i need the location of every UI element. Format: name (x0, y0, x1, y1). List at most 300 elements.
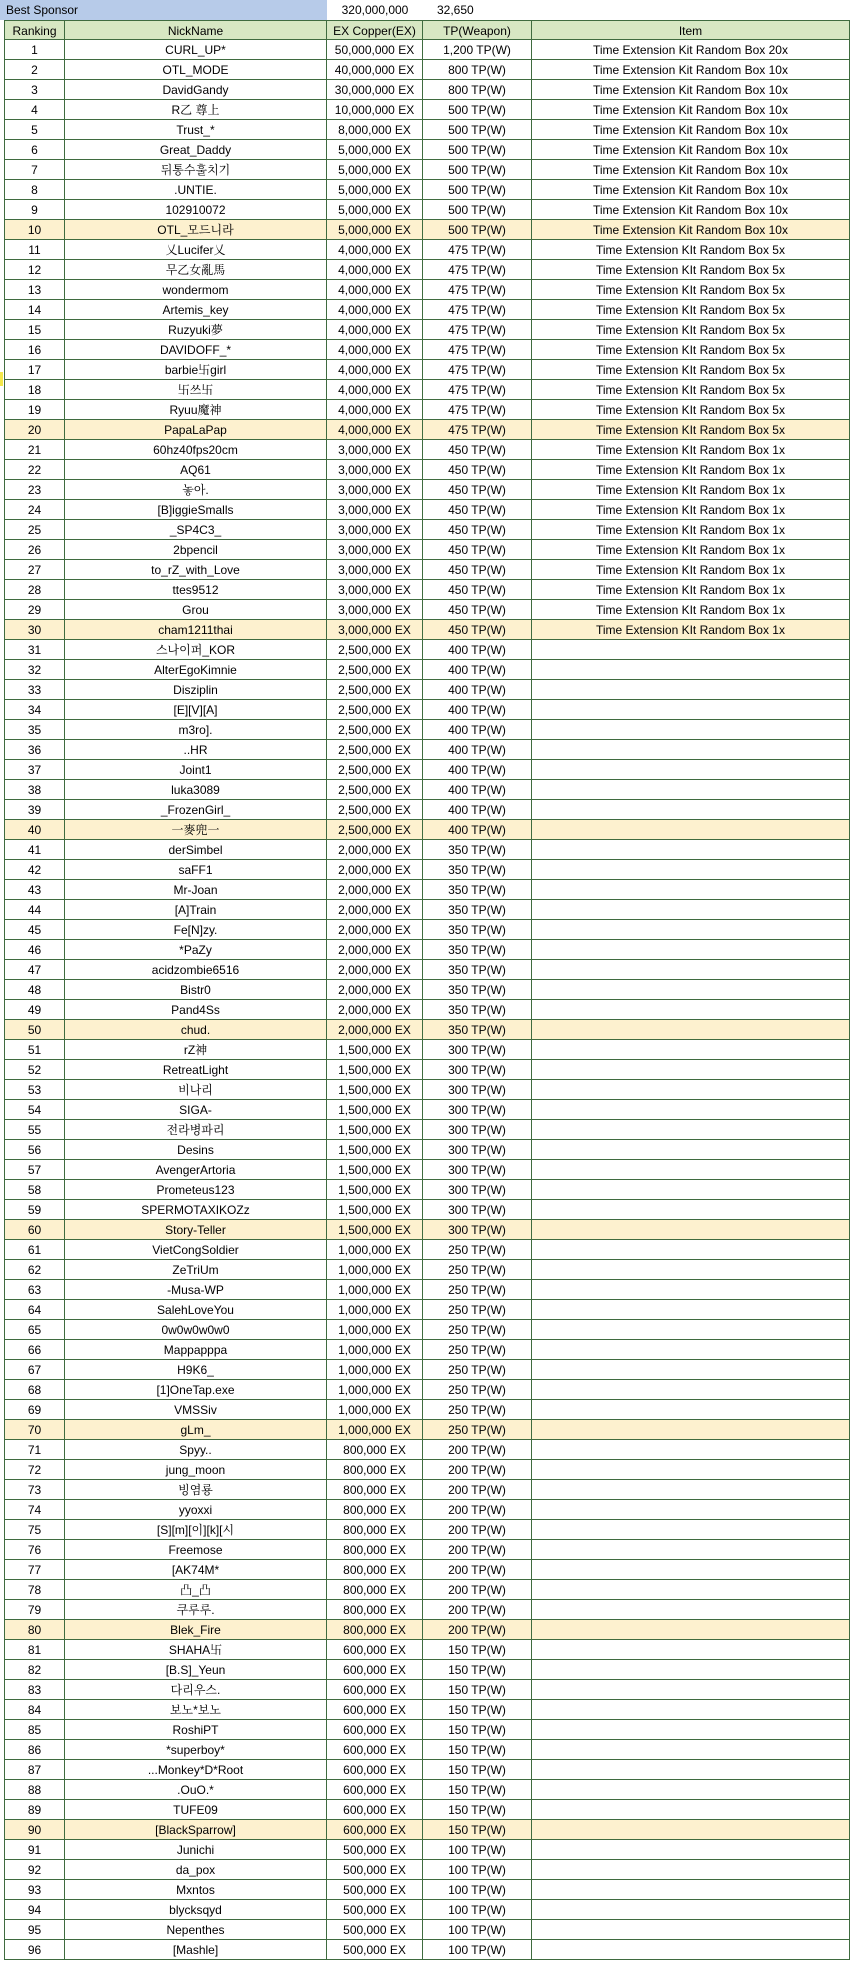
cell-item[interactable] (532, 1080, 850, 1100)
cell-ex-copper[interactable]: 800,000 EX (327, 1580, 423, 1600)
cell-nickname[interactable]: [BlackSparrow] (65, 1820, 327, 1840)
cell-ex-copper[interactable]: 2,000,000 EX (327, 840, 423, 860)
cell-nickname[interactable]: AvengerArtoria (65, 1160, 327, 1180)
cell-item[interactable] (532, 1360, 850, 1380)
cell-ex-copper[interactable]: 2,000,000 EX (327, 940, 423, 960)
cell-nickname[interactable]: *superboy* (65, 1740, 327, 1760)
cell-ranking[interactable]: 3 (4, 80, 65, 100)
cell-nickname[interactable]: DAVIDOFF_* (65, 340, 327, 360)
cell-tp-weapon[interactable]: 300 TP(W) (423, 1060, 532, 1080)
cell-ranking[interactable]: 82 (4, 1660, 65, 1680)
best-sponsor-label[interactable]: Best Sponsor (0, 0, 327, 20)
cell-tp-weapon[interactable]: 200 TP(W) (423, 1440, 532, 1460)
cell-ranking[interactable]: 6 (4, 140, 65, 160)
cell-tp-weapon[interactable]: 300 TP(W) (423, 1080, 532, 1100)
cell-ex-copper[interactable]: 600,000 EX (327, 1780, 423, 1800)
cell-ranking[interactable]: 48 (4, 980, 65, 1000)
cell-tp-weapon[interactable]: 500 TP(W) (423, 180, 532, 200)
cell-ranking[interactable]: 91 (4, 1840, 65, 1860)
cell-ex-copper[interactable]: 2,000,000 EX (327, 960, 423, 980)
cell-ranking[interactable]: 11 (4, 240, 65, 260)
cell-nickname[interactable]: 무乙女亂馬 (65, 260, 327, 280)
cell-tp-weapon[interactable]: 100 TP(W) (423, 1880, 532, 1900)
cell-tp-weapon[interactable]: 500 TP(W) (423, 160, 532, 180)
cell-ranking[interactable]: 8 (4, 180, 65, 200)
cell-nickname[interactable]: 乂Lucifer乂 (65, 240, 327, 260)
cell-ex-copper[interactable]: 1,500,000 EX (327, 1200, 423, 1220)
cell-ranking[interactable]: 44 (4, 900, 65, 920)
cell-ex-copper[interactable]: 1,000,000 EX (327, 1300, 423, 1320)
cell-ex-copper[interactable]: 4,000,000 EX (327, 380, 423, 400)
cell-nickname[interactable]: ttes9512 (65, 580, 327, 600)
cell-tp-weapon[interactable]: 200 TP(W) (423, 1600, 532, 1620)
cell-ranking[interactable]: 21 (4, 440, 65, 460)
cell-ex-copper[interactable]: 2,500,000 EX (327, 700, 423, 720)
cell-nickname[interactable]: [E][V][A] (65, 700, 327, 720)
cell-ranking[interactable]: 92 (4, 1860, 65, 1880)
cell-nickname[interactable]: 102910072 (65, 200, 327, 220)
cell-item[interactable] (532, 960, 850, 980)
cell-nickname[interactable]: Ruzyuki夢 (65, 320, 327, 340)
cell-item[interactable]: Time Extension KIt Random Box 5x (532, 420, 850, 440)
cell-tp-weapon[interactable]: 200 TP(W) (423, 1580, 532, 1600)
cell-ex-copper[interactable]: 4,000,000 EX (327, 260, 423, 280)
cell-ex-copper[interactable]: 1,000,000 EX (327, 1320, 423, 1340)
cell-ranking[interactable]: 78 (4, 1580, 65, 1600)
cell-nickname[interactable]: Junichi (65, 1840, 327, 1860)
cell-ranking[interactable]: 24 (4, 500, 65, 520)
cell-ranking[interactable]: 60 (4, 1220, 65, 1240)
cell-tp-weapon[interactable]: 100 TP(W) (423, 1860, 532, 1880)
cell-ranking[interactable]: 50 (4, 1020, 65, 1040)
cell-item[interactable]: Time Extension Kit Random Box 20x (532, 40, 850, 60)
cell-nickname[interactable]: 쿠루루. (65, 1600, 327, 1620)
cell-tp-weapon[interactable]: 475 TP(W) (423, 360, 532, 380)
cell-item[interactable] (532, 780, 850, 800)
cell-ex-copper[interactable]: 1,500,000 EX (327, 1040, 423, 1060)
cell-item[interactable]: Time Extension KIt Random Box 5x (532, 280, 850, 300)
cell-tp-weapon[interactable]: 400 TP(W) (423, 780, 532, 800)
cell-item[interactable] (532, 640, 850, 660)
cell-nickname[interactable]: 보노*보노 (65, 1700, 327, 1720)
cell-ranking[interactable]: 35 (4, 720, 65, 740)
cell-nickname[interactable]: 凸_凸 (65, 1580, 327, 1600)
cell-tp-weapon[interactable]: 200 TP(W) (423, 1540, 532, 1560)
cell-ranking[interactable]: 43 (4, 880, 65, 900)
cell-tp-weapon[interactable]: 450 TP(W) (423, 480, 532, 500)
cell-nickname[interactable]: 스나이퍼_KOR (65, 640, 327, 660)
cell-nickname[interactable]: [B.S]_Yeun (65, 1660, 327, 1680)
cell-ex-copper[interactable]: 800,000 EX (327, 1620, 423, 1640)
cell-ex-copper[interactable]: 5,000,000 EX (327, 220, 423, 240)
cell-ranking[interactable]: 4 (4, 100, 65, 120)
cell-item[interactable]: Time Extension KIt Random Box 1x (532, 520, 850, 540)
cell-tp-weapon[interactable]: 350 TP(W) (423, 960, 532, 980)
cell-nickname[interactable]: 빙염룡 (65, 1480, 327, 1500)
cell-item[interactable]: Time Extension KIt Random Box 1x (532, 560, 850, 580)
cell-ranking[interactable]: 70 (4, 1420, 65, 1440)
cell-tp-weapon[interactable]: 500 TP(W) (423, 220, 532, 240)
cell-item[interactable] (532, 1860, 850, 1880)
cell-item[interactable]: Time Extension KIt Random Box 1x (532, 540, 850, 560)
cell-ranking[interactable]: 33 (4, 680, 65, 700)
cell-ranking[interactable]: 83 (4, 1680, 65, 1700)
cell-nickname[interactable]: Desins (65, 1140, 327, 1160)
cell-item[interactable]: Time Extension KIt Random Box 5x (532, 320, 850, 340)
cell-ranking[interactable]: 66 (4, 1340, 65, 1360)
cell-ranking[interactable]: 16 (4, 340, 65, 360)
cell-tp-weapon[interactable]: 100 TP(W) (423, 1840, 532, 1860)
cell-ranking[interactable]: 34 (4, 700, 65, 720)
cell-item[interactable] (532, 1560, 850, 1580)
cell-nickname[interactable]: rZ神 (65, 1040, 327, 1060)
cell-nickname[interactable]: [B]iggieSmalls (65, 500, 327, 520)
cell-ex-copper[interactable]: 1,000,000 EX (327, 1420, 423, 1440)
cell-tp-weapon[interactable]: 200 TP(W) (423, 1480, 532, 1500)
cell-ranking[interactable]: 49 (4, 1000, 65, 1020)
cell-tp-weapon[interactable]: 150 TP(W) (423, 1640, 532, 1660)
cell-ranking[interactable]: 86 (4, 1740, 65, 1760)
cell-item[interactable]: Time Extension Kit Random Box 10x (532, 140, 850, 160)
cell-item[interactable] (532, 860, 850, 880)
cell-item[interactable] (532, 920, 850, 940)
cell-nickname[interactable]: [S][m][이][k][시 (65, 1520, 327, 1540)
cell-tp-weapon[interactable]: 350 TP(W) (423, 880, 532, 900)
cell-item[interactable] (532, 1020, 850, 1040)
cell-ranking[interactable]: 52 (4, 1060, 65, 1080)
cell-item[interactable] (532, 1600, 850, 1620)
cell-tp-weapon[interactable]: 400 TP(W) (423, 820, 532, 840)
cell-tp-weapon[interactable]: 500 TP(W) (423, 200, 532, 220)
cell-ex-copper[interactable]: 3,000,000 EX (327, 520, 423, 540)
cell-ex-copper[interactable]: 4,000,000 EX (327, 420, 423, 440)
cell-item[interactable] (532, 1120, 850, 1140)
cell-ranking[interactable]: 40 (4, 820, 65, 840)
cell-tp-weapon[interactable]: 400 TP(W) (423, 800, 532, 820)
cell-item[interactable] (532, 1780, 850, 1800)
cell-tp-weapon[interactable]: 450 TP(W) (423, 620, 532, 640)
cell-tp-weapon[interactable]: 250 TP(W) (423, 1420, 532, 1440)
cell-item[interactable]: Time Extension KIt Random Box 5x (532, 400, 850, 420)
cell-ex-copper[interactable]: 5,000,000 EX (327, 160, 423, 180)
cell-item[interactable] (532, 1800, 850, 1820)
cell-tp-weapon[interactable]: 475 TP(W) (423, 240, 532, 260)
cell-tp-weapon[interactable]: 250 TP(W) (423, 1260, 532, 1280)
cell-nickname[interactable]: ...Monkey*D*Root (65, 1760, 327, 1780)
cell-nickname[interactable]: RetreatLight (65, 1060, 327, 1080)
total-ex[interactable]: 320,000,000 (341, 3, 409, 17)
cell-item[interactable] (532, 1480, 850, 1500)
cell-ex-copper[interactable]: 1,000,000 EX (327, 1280, 423, 1300)
cell-item[interactable] (532, 1840, 850, 1860)
cell-item[interactable]: Time Extension KIt Random Box 5x (532, 300, 850, 320)
cell-ranking[interactable]: 95 (4, 1920, 65, 1940)
cell-nickname[interactable]: Freemose (65, 1540, 327, 1560)
cell-item[interactable] (532, 840, 850, 860)
cell-tp-weapon[interactable]: 350 TP(W) (423, 900, 532, 920)
cell-item[interactable] (532, 740, 850, 760)
cell-item[interactable]: Time Extension KIt Random Box 5x (532, 380, 850, 400)
cell-ex-copper[interactable]: 1,000,000 EX (327, 1400, 423, 1420)
cell-item[interactable] (532, 1540, 850, 1560)
cell-item[interactable] (532, 1320, 850, 1340)
cell-tp-weapon[interactable]: 250 TP(W) (423, 1380, 532, 1400)
cell-ex-copper[interactable]: 10,000,000 EX (327, 100, 423, 120)
cell-ex-copper[interactable]: 600,000 EX (327, 1820, 423, 1840)
cell-tp-weapon[interactable]: 350 TP(W) (423, 980, 532, 1000)
cell-nickname[interactable]: [A]Train (65, 900, 327, 920)
cell-item[interactable] (532, 1820, 850, 1840)
cell-nickname[interactable]: H9K6_ (65, 1360, 327, 1380)
cell-item[interactable] (532, 820, 850, 840)
cell-item[interactable]: Time Extension Kit Random Box 10x (532, 220, 850, 240)
cell-tp-weapon[interactable]: 400 TP(W) (423, 700, 532, 720)
cell-ranking[interactable]: 22 (4, 460, 65, 480)
cell-ex-copper[interactable]: 1,000,000 EX (327, 1360, 423, 1380)
cell-tp-weapon[interactable]: 450 TP(W) (423, 440, 532, 460)
cell-ex-copper[interactable]: 2,500,000 EX (327, 640, 423, 660)
cell-item[interactable]: Time Extension KIt Random Box 1x (532, 460, 850, 480)
cell-item[interactable] (532, 800, 850, 820)
cell-nickname[interactable]: da_pox (65, 1860, 327, 1880)
cell-item[interactable] (532, 1420, 850, 1440)
cell-item[interactable] (532, 1100, 850, 1120)
cell-nickname[interactable]: _SP4C3_ (65, 520, 327, 540)
cell-ex-copper[interactable]: 500,000 EX (327, 1860, 423, 1880)
cell-tp-weapon[interactable]: 300 TP(W) (423, 1180, 532, 1200)
cell-ranking[interactable]: 72 (4, 1460, 65, 1480)
cell-ranking[interactable]: 79 (4, 1600, 65, 1620)
cell-nickname[interactable]: Joint1 (65, 760, 327, 780)
cell-ranking[interactable]: 84 (4, 1700, 65, 1720)
cell-item[interactable] (532, 1260, 850, 1280)
cell-ex-copper[interactable]: 1,000,000 EX (327, 1340, 423, 1360)
cell-tp-weapon[interactable]: 400 TP(W) (423, 720, 532, 740)
cell-ex-copper[interactable]: 3,000,000 EX (327, 480, 423, 500)
cell-nickname[interactable]: derSimbel (65, 840, 327, 860)
cell-ranking[interactable]: 56 (4, 1140, 65, 1160)
cell-item[interactable] (532, 1140, 850, 1160)
cell-ranking[interactable]: 61 (4, 1240, 65, 1260)
cell-nickname[interactable]: barbie卐girl (65, 360, 327, 380)
cell-ranking[interactable]: 19 (4, 400, 65, 420)
cell-tp-weapon[interactable]: 475 TP(W) (423, 300, 532, 320)
cell-nickname[interactable]: Prometeus123 (65, 1180, 327, 1200)
cell-nickname[interactable]: Great_Daddy (65, 140, 327, 160)
cell-nickname[interactable]: .OuO.* (65, 1780, 327, 1800)
cell-tp-weapon[interactable]: 450 TP(W) (423, 600, 532, 620)
cell-ranking[interactable]: 27 (4, 560, 65, 580)
cell-item[interactable] (532, 1660, 850, 1680)
cell-ranking[interactable]: 46 (4, 940, 65, 960)
cell-ranking[interactable]: 73 (4, 1480, 65, 1500)
cell-ranking[interactable]: 26 (4, 540, 65, 560)
cell-ex-copper[interactable]: 4,000,000 EX (327, 240, 423, 260)
cell-ranking[interactable]: 77 (4, 1560, 65, 1580)
cell-ranking[interactable]: 37 (4, 760, 65, 780)
cell-nickname[interactable]: VMSSiv (65, 1400, 327, 1420)
cell-ex-copper[interactable]: 600,000 EX (327, 1700, 423, 1720)
cell-tp-weapon[interactable]: 475 TP(W) (423, 420, 532, 440)
cell-nickname[interactable]: [Mashle] (65, 1940, 327, 1960)
cell-nickname[interactable]: chud. (65, 1020, 327, 1040)
cell-item[interactable]: Time Extension Kit Random Box 10x (532, 200, 850, 220)
cell-ex-copper[interactable]: 3,000,000 EX (327, 600, 423, 620)
cell-ex-copper[interactable]: 4,000,000 EX (327, 340, 423, 360)
cell-ranking[interactable]: 1 (4, 40, 65, 60)
cell-nickname[interactable]: to_rZ_with_Love (65, 560, 327, 580)
cell-ex-copper[interactable]: 500,000 EX (327, 1880, 423, 1900)
cell-item[interactable]: Time Extension KIt Random Box 1x (532, 480, 850, 500)
cell-ex-copper[interactable]: 600,000 EX (327, 1680, 423, 1700)
cell-ex-copper[interactable]: 1,500,000 EX (327, 1080, 423, 1100)
cell-nickname[interactable]: [1]OneTap.exe (65, 1380, 327, 1400)
cell-item[interactable] (532, 1700, 850, 1720)
cell-item[interactable]: Time Extension Kit Random Box 10x (532, 120, 850, 140)
cell-ranking[interactable]: 71 (4, 1440, 65, 1460)
cell-tp-weapon[interactable]: 200 TP(W) (423, 1560, 532, 1580)
cell-ex-copper[interactable]: 4,000,000 EX (327, 280, 423, 300)
cell-ranking[interactable]: 10 (4, 220, 65, 240)
cell-tp-weapon[interactable]: 475 TP(W) (423, 340, 532, 360)
cell-item[interactable] (532, 1220, 850, 1240)
cell-tp-weapon[interactable]: 1,200 TP(W) (423, 40, 532, 60)
cell-ex-copper[interactable]: 1,000,000 EX (327, 1260, 423, 1280)
cell-ex-copper[interactable]: 1,500,000 EX (327, 1140, 423, 1160)
cell-nickname[interactable]: Blek_Fire (65, 1620, 327, 1640)
cell-nickname[interactable]: jung_moon (65, 1460, 327, 1480)
cell-ranking[interactable]: 63 (4, 1280, 65, 1300)
cell-tp-weapon[interactable]: 300 TP(W) (423, 1160, 532, 1180)
cell-tp-weapon[interactable]: 150 TP(W) (423, 1800, 532, 1820)
cell-item[interactable] (532, 1180, 850, 1200)
cell-nickname[interactable]: 뒤통수훌치기 (65, 160, 327, 180)
cell-ranking[interactable]: 9 (4, 200, 65, 220)
cell-ranking[interactable]: 47 (4, 960, 65, 980)
cell-item[interactable] (532, 880, 850, 900)
cell-tp-weapon[interactable]: 450 TP(W) (423, 580, 532, 600)
cell-ex-copper[interactable]: 2,000,000 EX (327, 860, 423, 880)
cell-tp-weapon[interactable]: 250 TP(W) (423, 1320, 532, 1340)
cell-ex-copper[interactable]: 2,500,000 EX (327, 720, 423, 740)
cell-nickname[interactable]: Nepenthes (65, 1920, 327, 1940)
cell-ranking[interactable]: 28 (4, 580, 65, 600)
cell-ex-copper[interactable]: 50,000,000 EX (327, 40, 423, 60)
cell-ranking[interactable]: 23 (4, 480, 65, 500)
cell-nickname[interactable]: m3ro]. (65, 720, 327, 740)
cell-nickname[interactable]: PapaLaPap (65, 420, 327, 440)
cell-nickname[interactable]: acidzombie6516 (65, 960, 327, 980)
cell-ex-copper[interactable]: 500,000 EX (327, 1940, 423, 1960)
cell-tp-weapon[interactable]: 475 TP(W) (423, 280, 532, 300)
cell-ex-copper[interactable]: 800,000 EX (327, 1560, 423, 1580)
cell-item[interactable] (532, 980, 850, 1000)
cell-ex-copper[interactable]: 4,000,000 EX (327, 400, 423, 420)
cell-nickname[interactable]: [AK74M* (65, 1560, 327, 1580)
cell-nickname[interactable]: 卐쓰卐 (65, 380, 327, 400)
cell-tp-weapon[interactable]: 400 TP(W) (423, 740, 532, 760)
cell-item[interactable] (532, 660, 850, 680)
cell-ranking[interactable]: 96 (4, 1940, 65, 1960)
cell-tp-weapon[interactable]: 350 TP(W) (423, 1020, 532, 1040)
cell-ranking[interactable]: 62 (4, 1260, 65, 1280)
cell-item[interactable] (532, 940, 850, 960)
cell-nickname[interactable]: TUFE09 (65, 1800, 327, 1820)
cell-ranking[interactable]: 53 (4, 1080, 65, 1100)
cell-ex-copper[interactable]: 8,000,000 EX (327, 120, 423, 140)
cell-ex-copper[interactable]: 30,000,000 EX (327, 80, 423, 100)
cell-tp-weapon[interactable]: 200 TP(W) (423, 1500, 532, 1520)
cell-nickname[interactable]: cham1211thai (65, 620, 327, 640)
cell-tp-weapon[interactable]: 150 TP(W) (423, 1760, 532, 1780)
cell-nickname[interactable]: 비나리 (65, 1080, 327, 1100)
cell-ranking[interactable]: 14 (4, 300, 65, 320)
cell-tp-weapon[interactable]: 350 TP(W) (423, 920, 532, 940)
cell-ex-copper[interactable]: 500,000 EX (327, 1840, 423, 1860)
cell-tp-weapon[interactable]: 500 TP(W) (423, 140, 532, 160)
cell-nickname[interactable]: SIGA- (65, 1100, 327, 1120)
cell-item[interactable]: Time Extension Kit Random Box 10x (532, 60, 850, 80)
cell-item[interactable] (532, 1760, 850, 1780)
cell-tp-weapon[interactable]: 200 TP(W) (423, 1460, 532, 1480)
cell-item[interactable] (532, 720, 850, 740)
cell-item[interactable]: Time Extension Kit Random Box 10x (532, 160, 850, 180)
cell-nickname[interactable]: 一麥兜一 (65, 820, 327, 840)
cell-ranking[interactable]: 64 (4, 1300, 65, 1320)
cell-nickname[interactable]: Ryuu魔神 (65, 400, 327, 420)
cell-item[interactable] (532, 700, 850, 720)
cell-item[interactable] (532, 1060, 850, 1080)
cell-tp-weapon[interactable]: 100 TP(W) (423, 1940, 532, 1960)
cell-nickname[interactable]: Disziplin (65, 680, 327, 700)
cell-ex-copper[interactable]: 1,500,000 EX (327, 1180, 423, 1200)
cell-ranking[interactable]: 12 (4, 260, 65, 280)
cell-ranking[interactable]: 17 (4, 360, 65, 380)
cell-ranking[interactable]: 75 (4, 1520, 65, 1540)
cell-tp-weapon[interactable]: 100 TP(W) (423, 1900, 532, 1920)
cell-ranking[interactable]: 57 (4, 1160, 65, 1180)
cell-ranking[interactable]: 15 (4, 320, 65, 340)
cell-ex-copper[interactable]: 600,000 EX (327, 1760, 423, 1780)
cell-item[interactable]: Time Extension Kit Random Box 10x (532, 80, 850, 100)
cell-nickname[interactable]: Mappapppa (65, 1340, 327, 1360)
cell-ex-copper[interactable]: 800,000 EX (327, 1440, 423, 1460)
cell-ranking[interactable]: 80 (4, 1620, 65, 1640)
cell-ex-copper[interactable]: 3,000,000 EX (327, 540, 423, 560)
cell-nickname[interactable]: -Musa-WP (65, 1280, 327, 1300)
cell-tp-weapon[interactable]: 350 TP(W) (423, 840, 532, 860)
cell-tp-weapon[interactable]: 500 TP(W) (423, 120, 532, 140)
cell-nickname[interactable]: SPERMOTAXIKOZz (65, 1200, 327, 1220)
cell-nickname[interactable]: Fe[N]zy. (65, 920, 327, 940)
cell-tp-weapon[interactable]: 250 TP(W) (423, 1400, 532, 1420)
cell-item[interactable] (532, 1680, 850, 1700)
cell-item[interactable] (532, 1880, 850, 1900)
cell-ex-copper[interactable]: 1,500,000 EX (327, 1060, 423, 1080)
cell-item[interactable] (532, 1200, 850, 1220)
cell-nickname[interactable]: 전라병파리 (65, 1120, 327, 1140)
cell-ex-copper[interactable]: 1,500,000 EX (327, 1160, 423, 1180)
cell-ex-copper[interactable]: 2,000,000 EX (327, 1000, 423, 1020)
cell-nickname[interactable]: AQ61 (65, 460, 327, 480)
cell-ex-copper[interactable]: 1,500,000 EX (327, 1100, 423, 1120)
cell-tp-weapon[interactable]: 300 TP(W) (423, 1200, 532, 1220)
cell-ranking[interactable]: 41 (4, 840, 65, 860)
cell-item[interactable] (532, 1280, 850, 1300)
cell-ex-copper[interactable]: 5,000,000 EX (327, 180, 423, 200)
cell-nickname[interactable]: .UNTIE. (65, 180, 327, 200)
cell-ex-copper[interactable]: 600,000 EX (327, 1640, 423, 1660)
